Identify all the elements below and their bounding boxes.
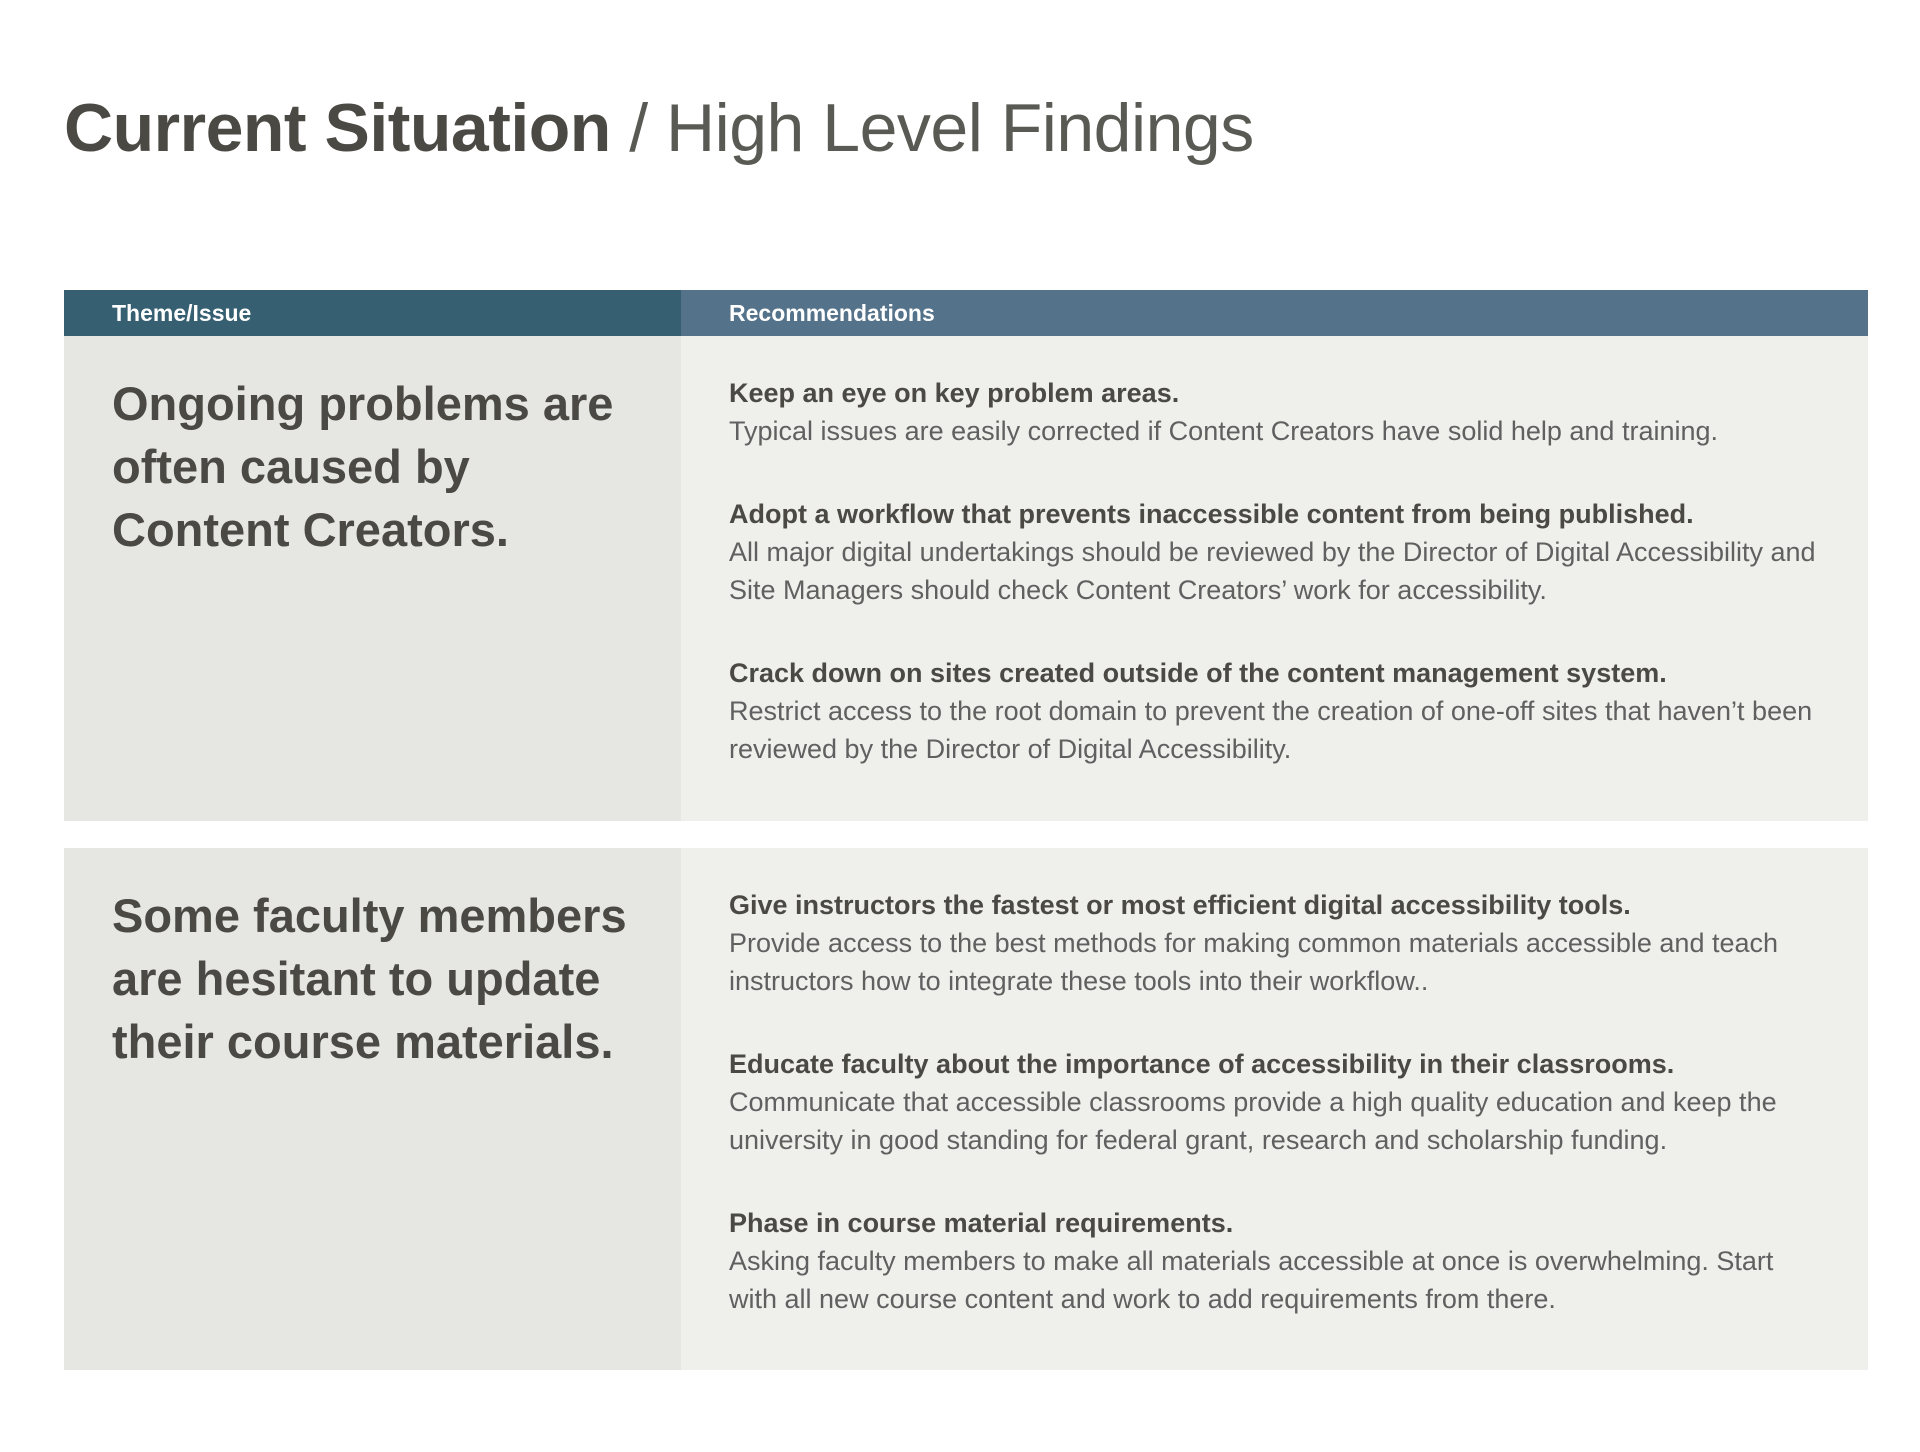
recommendation-body: Communicate that accessible classrooms provide a high quality education and keep the university in good standing for federal grant, research and scholarship funding.: [729, 1087, 1777, 1155]
findings-table: [64, 290, 1868, 1370]
page-title-main: Current Situation: [64, 90, 611, 166]
page-title: [64, 88, 1254, 168]
theme-text: Ongoing problems are often caused by Content Creators.: [112, 377, 614, 556]
recommendation-item: [729, 654, 1828, 768]
recommendation-title: Crack down on sites created outside of the content management system.: [729, 658, 1667, 688]
theme-text: Some faculty members are hesitant to update their course materials.: [112, 889, 627, 1068]
row-spacer: [64, 821, 1868, 848]
recommendation-item: [729, 495, 1828, 609]
recommendation-title: Give instructors the fastest or most efficient digital accessibility tools.: [729, 890, 1631, 920]
recommendation-item: [729, 1045, 1828, 1159]
page-title-subtitle: / High Level Findings: [629, 90, 1254, 166]
recommendations-cell: [681, 336, 1868, 821]
recommendation-item: [729, 886, 1828, 1000]
table-row: [64, 848, 1868, 1370]
column-header-recommendations: Recommendations: [681, 290, 1868, 336]
recommendation-title: Keep an eye on key problem areas.: [729, 378, 1180, 408]
recommendation-title: Educate faculty about the importance of accessibility in their classrooms.: [729, 1049, 1675, 1079]
recommendation-title: Adopt a workflow that prevents inaccessible content from being published.: [729, 499, 1694, 529]
recommendation-item: [729, 1204, 1828, 1318]
recommendation-body: All major digital undertakings should be reviewed by the Director of Digital Accessibility and Site Managers should check Content Creators’ work for accessibility.: [729, 537, 1816, 605]
table-row: [64, 336, 1868, 821]
recommendation-item: [729, 374, 1828, 450]
recommendation-body: Asking faculty members to make all materials accessible at once is overwhelming. Start with all new course content and work to add requirements from there.: [729, 1246, 1774, 1314]
theme-cell: [64, 848, 681, 1370]
recommendations-cell: [681, 848, 1868, 1370]
recommendation-body: Typical issues are easily corrected if Content Creators have solid help and training.: [729, 416, 1719, 446]
column-header-theme: Theme/Issue: [64, 290, 681, 336]
theme-cell: [64, 336, 681, 821]
recommendation-title: Phase in course material requirements.: [729, 1208, 1234, 1238]
recommendation-body: Restrict access to the root domain to prevent the creation of one-off sites that haven’t been reviewed by the Director of Digital Accessibility.: [729, 696, 1813, 764]
recommendation-body: Provide access to the best methods for making common materials accessible and teach instructors how to integrate these tools into their workflow..: [729, 928, 1779, 996]
table-header-row: [64, 290, 1868, 336]
